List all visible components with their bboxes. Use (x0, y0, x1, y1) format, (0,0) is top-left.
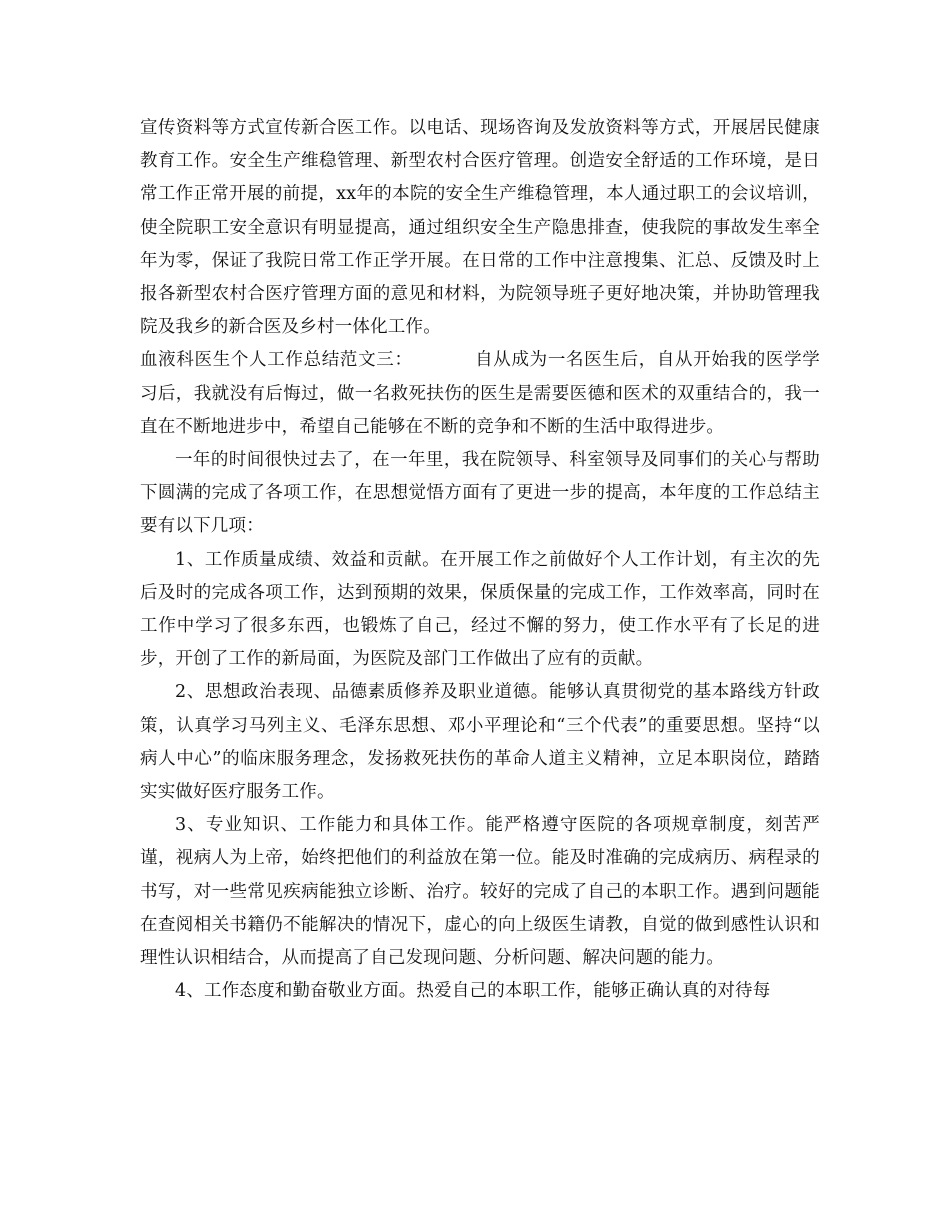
paragraph-political-ethics: 2、思想政治表现、品德素质修养及职业道德。能够认真贯彻党的基本路线方针政策，认真学习马列主义、毛泽东思想、邓小平理论和“三个代表”的重要思想。坚持“以病人中心”的临床服务理念，发扬救死扶伤的革命人道主义精神，立足本职岗位，踏踏实实做好医疗服务工作。 (140, 682, 820, 803)
paragraph-year-overview: 一年的时间很快过去了，在一年里，我在院领导、科室领导及同事们的关心与帮助下圆满的完成了各项工作，在思想觉悟方面有了更进一步的提高，本年度的工作总结主要有以下几项： (140, 450, 820, 537)
paragraph-work-quality: 1、工作质量成绩、效益和贡献。在开展工作之前做好个人工作计划，有主次的先后及时的完成各项工作，达到预期的效果，保质保量的完成工作，工作效率高，同时在工作中学习了很多东西，也锻炼了自己，经过不懈的努力，使工作水平有了长足的进步，开创了工作的新局面，为医院及部门工作做出了应有的贡献。 (140, 549, 820, 670)
sample-three-heading: 血液科医生个人工作总结范文三： (140, 350, 413, 371)
paragraph-professional-knowledge: 3、专业知识、工作能力和具体工作。能严格遵守医院的各项规章制度，刻苦严谨，视病人为上帝，始终把他们的利益放在第一位。能及时准确的完成病历、病程录的书写，对一些常见疾病能独立诊断、治疗。较好的完成了自己的本职工作。遇到问题能在查阅相关书籍仍不能解决的情况下，虚心的向上级医生请教，自觉的做到感性认识和理性认识相结合，从而提高了自己发现问题、分析问题、解决问题的能力。 (140, 815, 820, 969)
document-body (140, 112, 820, 1008)
sample-three-intro-text: 自从成为一名医生后，自从开始我的医学学习后，我就没有后悔过，做一名救死扶伤的医生是需要医德和医术的双重结合的，我一直在不断地进步中，希望自己能够在不断的竞争和不断的生活中取得进步。 (140, 350, 820, 437)
paragraph-community-health-work: 宣传资料等方式宣传新合医工作。以电话、现场咨询及发放资料等方式，开展居民健康教育工作。安全生产维稳管理、新型农村合医疗管理。创造安全舒适的工作环境，是日常工作正常开展的前提，xx年的本院的安全生产维稳管理，本人通过职工的会议培训，使全院职工安全意识有明显提高，通过组织安全生产隐患排查，使我院的事故发生率全年为零，保证了我院日常工作正学开展。在日常的工作中注意搜集、汇总、反馈及时上报各新型农村合医疗管理方面的意见和材料，为院领导班子更好地决策，并协助管理我院及我乡的新合医及乡村一体化工作。 (140, 118, 820, 338)
paragraph-work-attitude: 4、工作态度和勤奋敬业方面。热爱自己的本职工作，能够正确认真的对待每 (175, 981, 771, 1002)
paragraph-sample-three-intro (140, 344, 820, 444)
